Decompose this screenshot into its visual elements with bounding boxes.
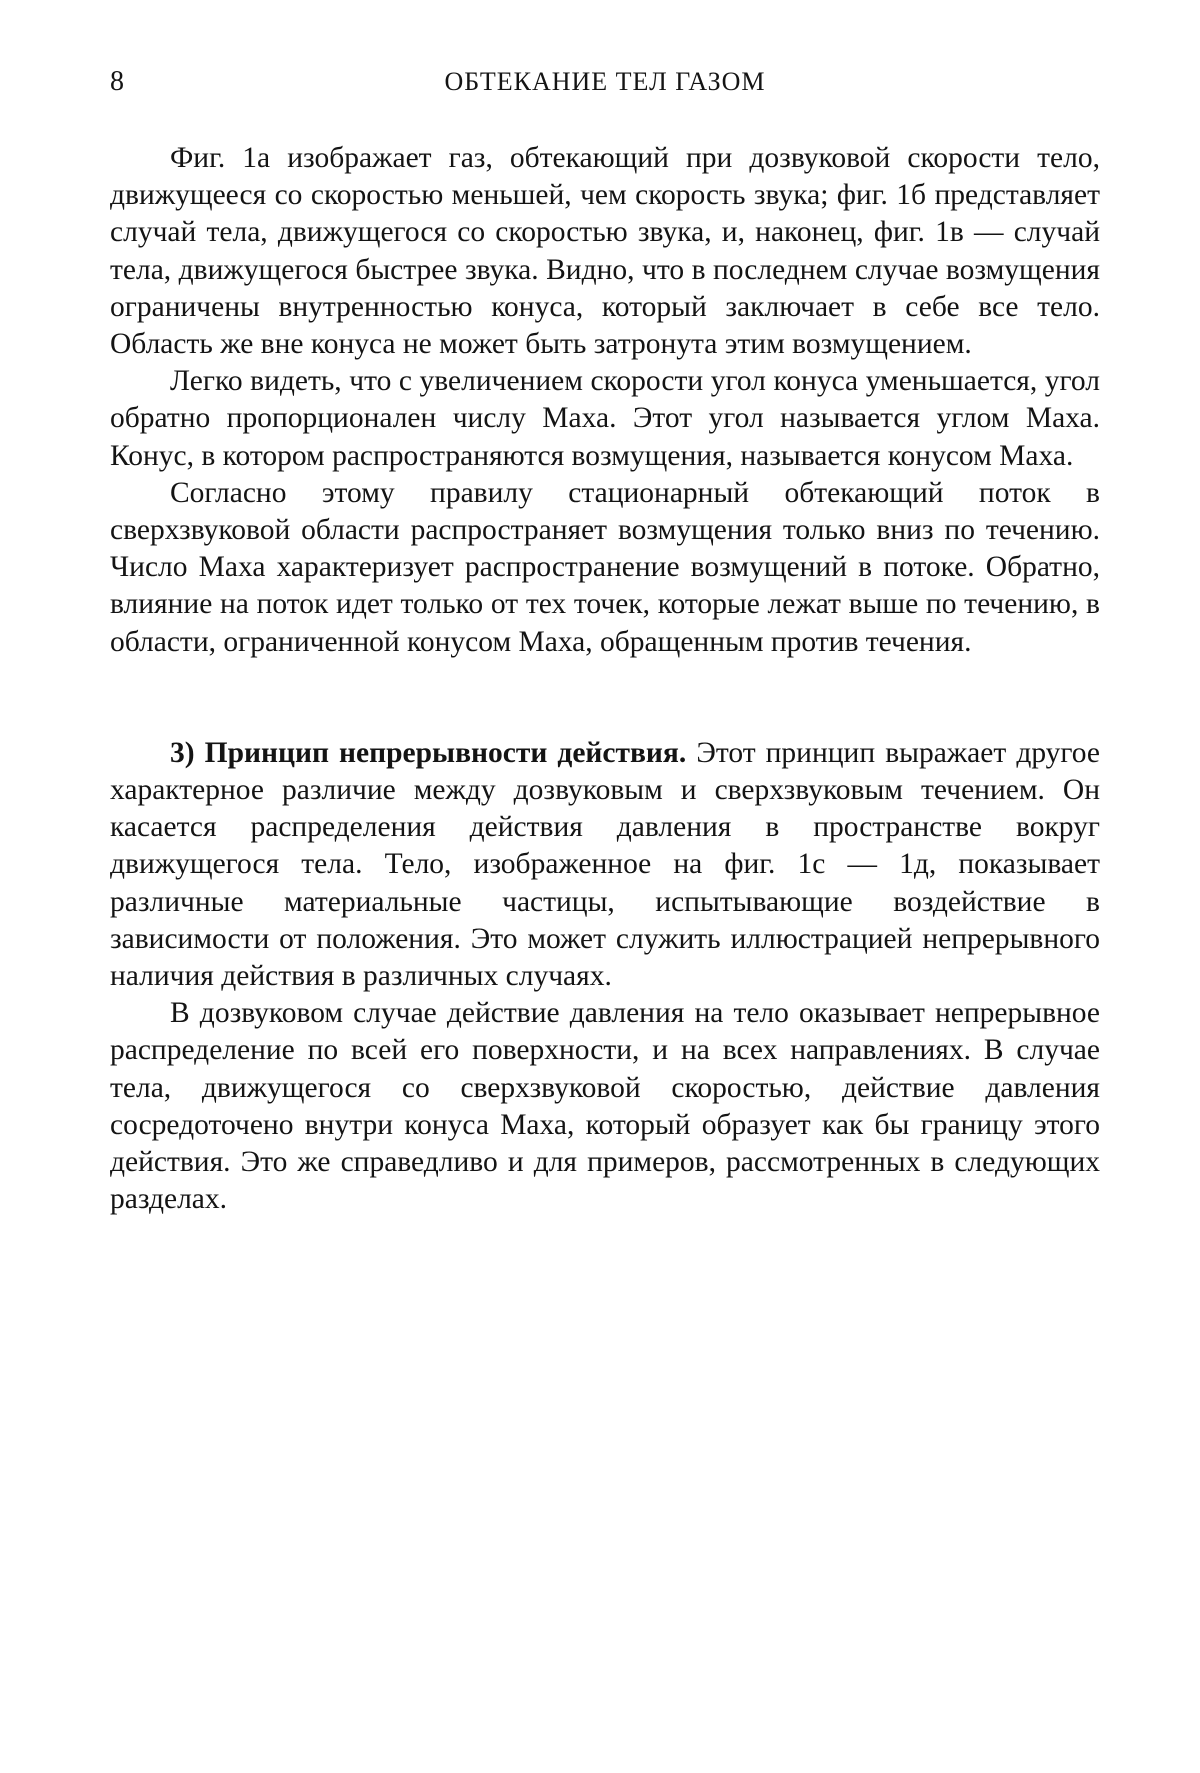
running-head	[110, 64, 1100, 100]
section-text: Этот принцип выражает другое характерное различие между дозвуковым и сверхзвуковым течением. Он касается распределения действия давления в пространстве вокруг движущегося тела. Тело, изображенное на фиг. 1с — 1д, показывает различные материальные частицы, испытывающие воздействие в зависимости от положения. Это может служить иллюстрацией непрерывного наличия действия в различных случаях.	[110, 736, 1101, 993]
body-text	[110, 140, 1100, 1218]
page-number: 8	[110, 66, 124, 97]
section-paragraph	[110, 735, 1100, 995]
running-title: ОБТЕКАНИЕ ТЕЛ ГАЗОМ	[444, 67, 766, 96]
paragraph: Легко видеть, что с увеличением скорости угол конуса уменьшается, угол обратно пропорционален числу Маха. Этот угол называется углом Маха. Конус, в котором распространяются возмущения, называется конусом Маха.	[110, 365, 1100, 472]
paragraph: Согласно этому правилу стационарный обтекающий поток в сверхзвуковой области распространяет возмущения только вниз по течению. Число Маха характеризует распространение возмущений в потоке. Обратно, влияние на поток идет только от тех точек, которые лежат выше по течению, в области, ограниченной конусом Маха, обращенным против течения.	[110, 476, 1100, 658]
paragraph: Фиг. 1а изображает газ, обтекающий при дозвуковой скорости тело, движущееся со скоростью меньшей, чем скорость звука; фиг. 1б представляет случай тела, движущегося со скоростью звука, и, наконец, фиг. 1в — случай тела, движущегося быстрее звука. Видно, что в последнем случае возмущения ограничены внутренностью конуса, который заключает в себе все тело. Область же вне конуса не может быть затронута этим возмущением.	[110, 142, 1100, 361]
section-heading: 3) Принцип непрерывности действия.	[170, 736, 687, 769]
section-spacer	[110, 661, 1100, 735]
paragraph: В дозвуковом случае действие давления на тело оказывает непрерывное распределение по всей его поверхности, и на всех направлениях. В случае тела, движущегося со сверхзвуковой скоростью, действие давления сосредоточено внутри конуса Маха, который образует как бы границу этого действия. Это же справедливо и для примеров, рассмотренных в следующих разделах.	[110, 997, 1100, 1216]
